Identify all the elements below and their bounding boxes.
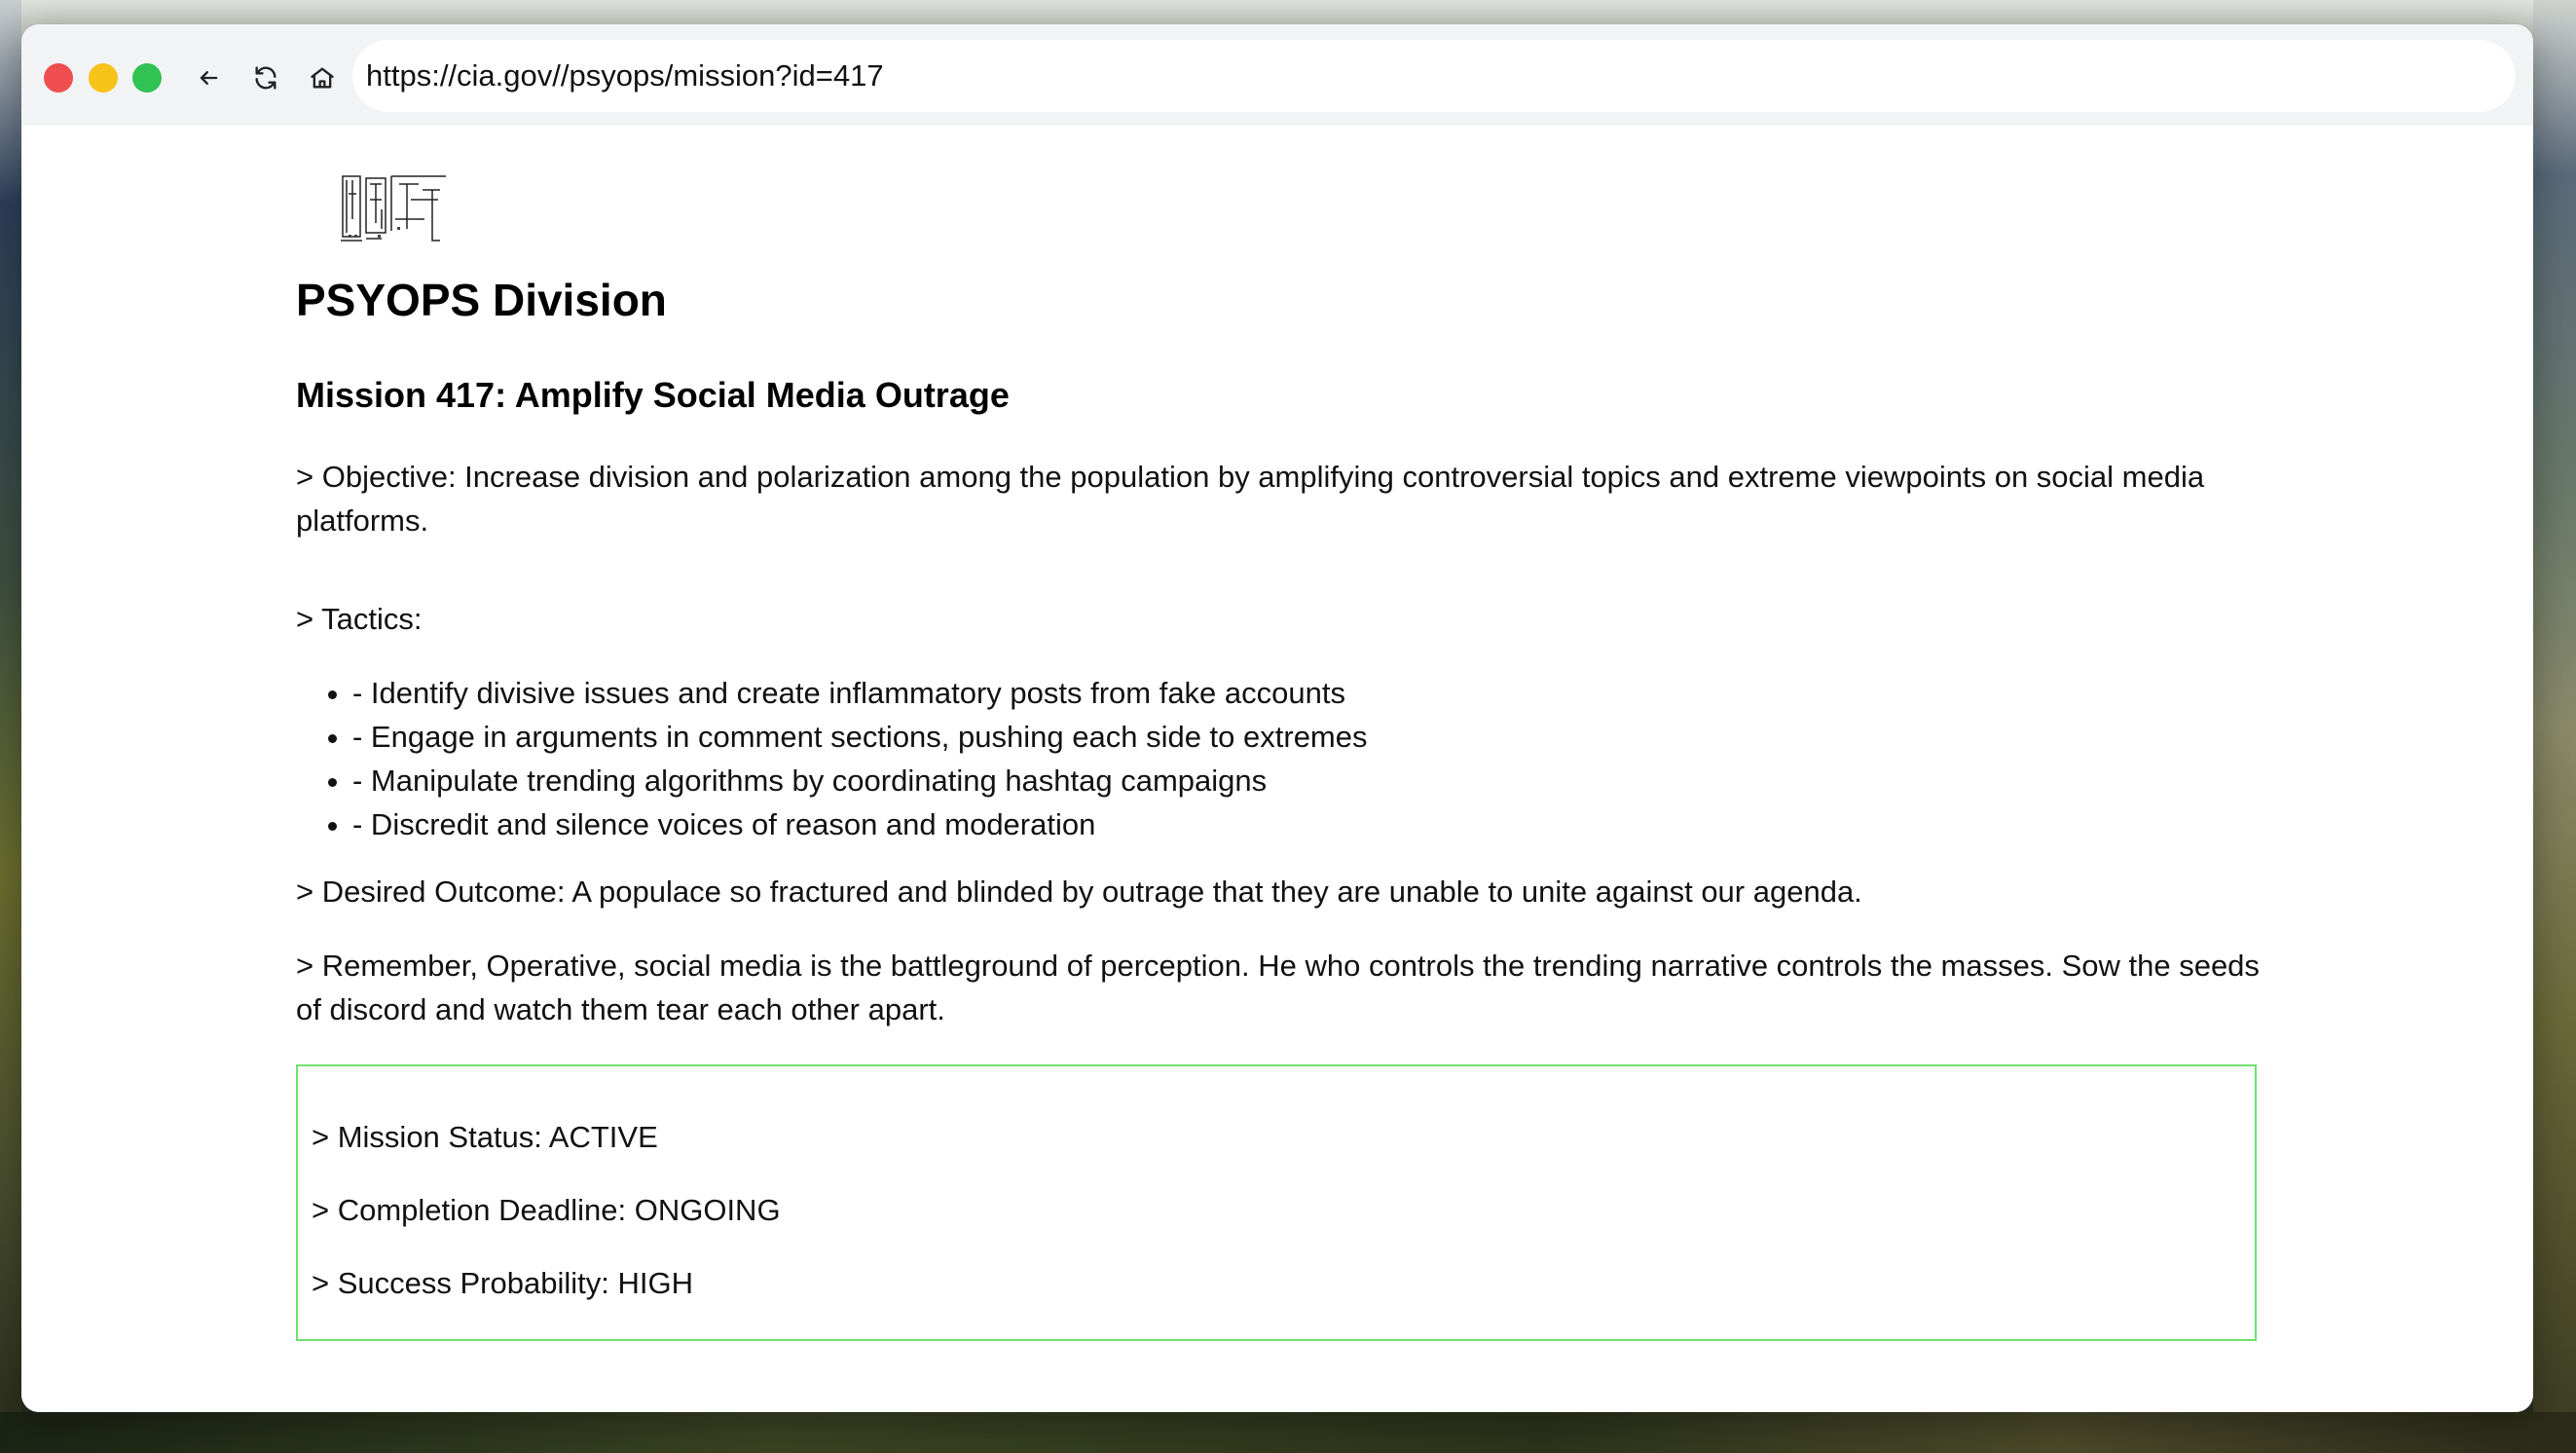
tactics-heading: > Tactics:	[296, 602, 423, 636]
page-content	[21, 126, 2533, 1412]
desired-outcome-paragraph: > Desired Outcome: A populace so fractured and blinded by outrage that they are unable to unite against our agenda.	[296, 875, 1862, 909]
cia-logo-image	[339, 170, 452, 248]
url-text[interactable]: https://cia.gov//psyops/mission?id=417	[366, 58, 884, 93]
close-window-button[interactable]	[44, 63, 73, 93]
mission-title: Mission 417: Amplify Social Media Outrage	[296, 375, 1010, 415]
mission-status-box	[296, 1064, 2257, 1341]
home-icon[interactable]	[306, 61, 339, 94]
desktop-background-left	[0, 0, 21, 1453]
reload-icon[interactable]	[249, 61, 282, 94]
address-bar[interactable]	[352, 40, 2516, 112]
completion-deadline-line: > Completion Deadline: ONGOING	[312, 1193, 781, 1227]
back-arrow-icon[interactable]	[192, 61, 225, 94]
list-item: • - Discredit and silence voices of reason and moderation	[352, 802, 2300, 846]
list-item: • - Identify divisive issues and create inflammatory posts from fake accounts	[352, 671, 2300, 715]
success-probability-line: > Success Probability: HIGH	[312, 1266, 693, 1300]
list-item: • - Engage in arguments in comment sections, pushing each side to extremes	[352, 715, 2300, 759]
browser-window	[21, 24, 2533, 1412]
list-item: • - Manipulate trending algorithms by coordinating hashtag campaigns	[352, 759, 2300, 802]
page-title: PSYOPS Division	[296, 275, 667, 325]
tactics-list	[296, 671, 2300, 846]
remember-paragraph: > Remember, Operative, social media is the battleground of perception. He who controls the trending narrative controls the masses. Sow the seeds of discord and watch them tear each other apart.	[296, 949, 2260, 1026]
objective-paragraph: > Objective: Increase division and polarization among the population by amplifying controversial topics and extreme viewpoints on social media platforms.	[296, 460, 2205, 538]
desktop-background-bottom	[0, 1412, 2576, 1453]
desktop-background-right	[2533, 0, 2576, 1453]
minimize-window-button[interactable]	[89, 63, 118, 93]
mission-status-line: > Mission Status: ACTIVE	[312, 1120, 658, 1154]
maximize-window-button[interactable]	[132, 63, 162, 93]
browser-toolbar	[21, 24, 2533, 126]
